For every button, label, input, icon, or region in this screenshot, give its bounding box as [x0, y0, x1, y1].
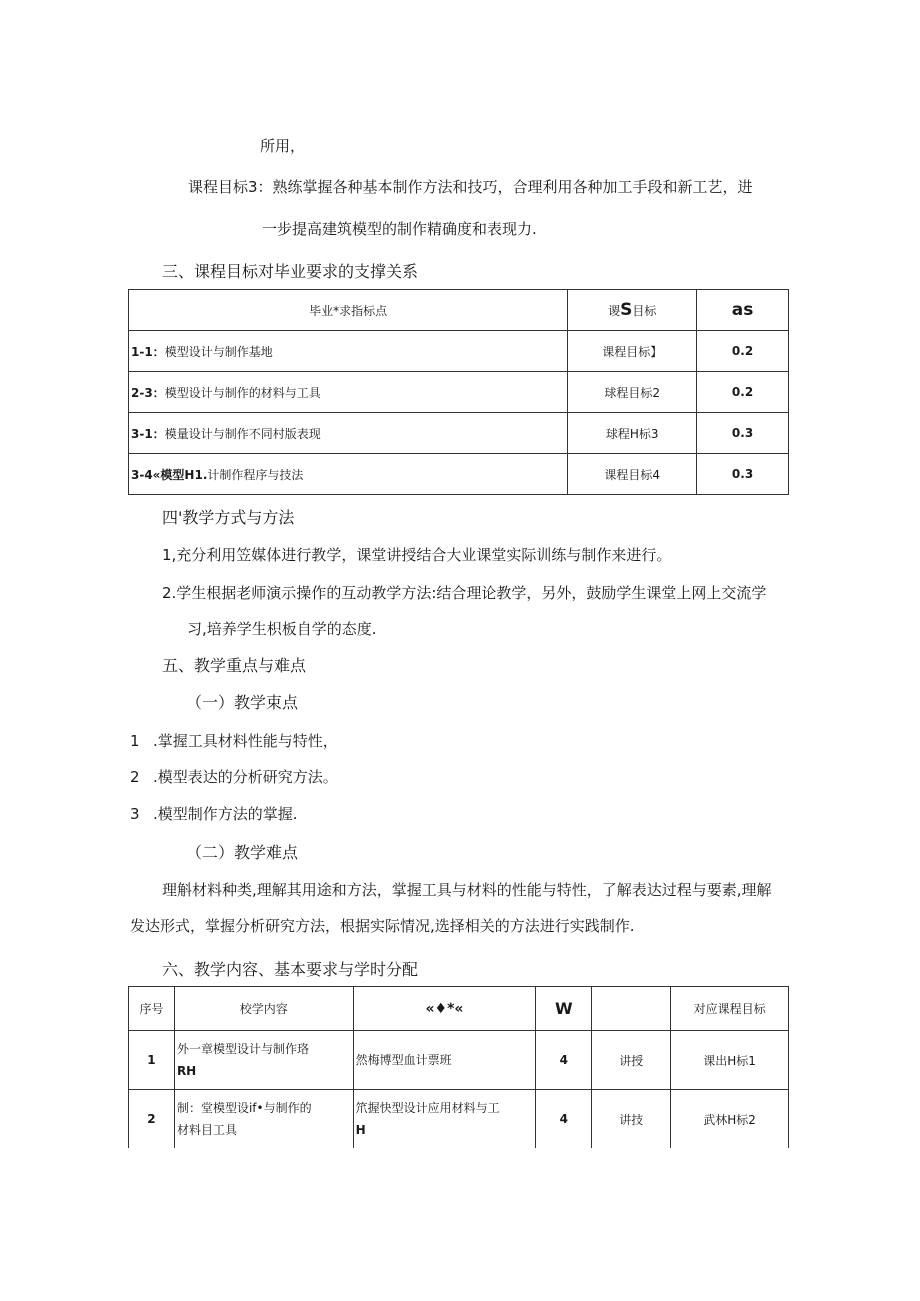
header-target-suffix: 目标 [632, 304, 657, 318]
difficulties-paragraph: 理斛材料种类,理解其用途和方法，掌握工具与材料的性能与特性，了解表达过程与要素,理解 [162, 881, 772, 899]
point-code: 3-1： [131, 426, 165, 441]
cell-target: 武林H标2 [671, 1090, 789, 1149]
header-graduation-point: 毕业*求指标点 [129, 290, 568, 331]
support-table [128, 289, 789, 495]
cell-point [129, 372, 568, 413]
method-1: 1,充分利用笠媒体进行教学，课堂讲授结合大业课堂实际训练与制作来进行。 [162, 546, 672, 564]
subsection-difficulties: （二）教学难点 [186, 843, 299, 862]
key-point-1: .掌握工具材料性能与特性， [153, 732, 338, 750]
point-code: 2-3： [131, 385, 165, 400]
cell-weight: 0.3 [697, 454, 789, 495]
cell-weight: 0.3 [697, 413, 789, 454]
key-point-3-number: 3 [130, 805, 140, 823]
cell-seq: 2 [129, 1090, 175, 1149]
requirement-line: 然梅博型血计票班 [355, 1053, 452, 1067]
cell-target: 课程目标】 [568, 331, 697, 372]
cell-method: 讲技 [592, 1090, 671, 1149]
table-row [129, 454, 789, 495]
course-goal-3-continuation: 一步提高建筑模型的制作精确度和表现力. [262, 220, 537, 238]
cell-hours: 4 [536, 1090, 592, 1149]
course-goal-3-line: 课程目标3：熟练掌握各种基本制作方法和技巧，合理利用各种加工手段和新工艺，进 [188, 178, 753, 196]
header-course-target [568, 290, 697, 331]
requirement-line: 笊握快型设计应用材料与工 [355, 1101, 500, 1115]
header-requirements: «♦*« [353, 987, 536, 1031]
key-point-3: .模型制作方法的掌握. [153, 805, 298, 823]
header-course-target: 对应课程目标 [671, 987, 789, 1031]
point-desc: 模型设计与制作的材料与工具 [164, 385, 321, 400]
cell-weight: 0.2 [697, 331, 789, 372]
subsection-key-points: （一）教学束点 [186, 693, 299, 712]
key-point-2: .模型表达的分析研究方法。 [153, 768, 338, 786]
method-2-continuation: 习,培养学生枳板自学的态度. [187, 620, 377, 638]
content-line: 材料目工具 [176, 1123, 237, 1137]
table-row [129, 331, 789, 372]
point-desc: 模型设计与制作基地 [164, 344, 273, 359]
point-code: 3-4«模型H1. [131, 467, 208, 482]
cell-point [129, 413, 568, 454]
point-desc: 模量设计与制作不同村版表现 [164, 426, 321, 441]
cell-hours: 4 [536, 1031, 592, 1090]
cell-point [129, 331, 568, 372]
header-content: 校学内容 [174, 987, 353, 1031]
point-desc: 计制作程序与技法 [207, 467, 304, 482]
table-header-row [129, 987, 789, 1031]
table-row [129, 413, 789, 454]
cell-target: 球程H标3 [568, 413, 697, 454]
section-5-heading: 五、教学重点与难点 [162, 656, 307, 675]
table-row [129, 372, 789, 413]
cell-weight: 0.2 [697, 372, 789, 413]
cell-target: 球程目标2 [568, 372, 697, 413]
requirement-line: H [355, 1123, 366, 1137]
text-line: 所用， [260, 137, 306, 155]
key-point-2-number: 2 [130, 768, 140, 786]
cell-requirements [353, 1031, 536, 1090]
header-method [592, 987, 671, 1031]
cell-requirements [353, 1090, 536, 1149]
cell-method: 讲授 [592, 1031, 671, 1090]
content-line: RH [176, 1064, 197, 1078]
cell-target: 课程目标4 [568, 454, 697, 495]
table-row [129, 1031, 789, 1090]
section-6-heading: 六、教学内容、基本要求与学时分配 [162, 960, 419, 979]
difficulties-paragraph-continuation: 发达形式，掌握分析研究方法，根据实际情况,选择相关的方法进行实践制作. [130, 917, 635, 935]
header-weight: as [697, 290, 789, 331]
cell-target: 课出H标1 [671, 1031, 789, 1090]
header-target-big: S [620, 300, 633, 320]
point-code: 1-1： [131, 344, 165, 359]
table-row [129, 1090, 789, 1149]
header-target-prefix: 谡 [608, 304, 621, 318]
table-header-row [129, 290, 789, 331]
header-seq: 序号 [129, 987, 175, 1031]
method-2: 2.学生根据老师演示操作的互动教学方法:结合理论教学，另外，鼓励学生课堂上网上交流学 [162, 584, 767, 602]
cell-point [129, 454, 568, 495]
content-line: 外一章模型设计与制作珞 [176, 1042, 309, 1056]
cell-seq: 1 [129, 1031, 175, 1090]
section-4-heading: 四'教学方式与方法 [162, 508, 295, 527]
section-3-heading: 三、课程目标对毕业要求的支撑关系 [162, 262, 419, 281]
key-point-1-number: 1 [130, 732, 140, 750]
cell-content [174, 1090, 353, 1149]
content-table [128, 986, 789, 1148]
cell-content [174, 1031, 353, 1090]
header-hours: W [536, 987, 592, 1031]
content-line: 制：堂模型设if•与制作的 [176, 1101, 312, 1115]
